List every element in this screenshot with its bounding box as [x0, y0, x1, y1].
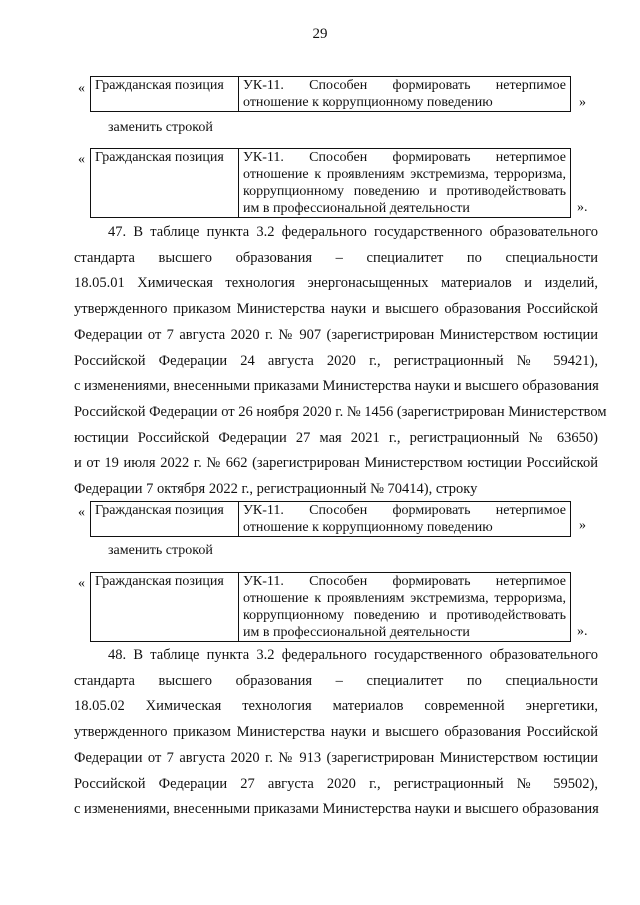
replace-instruction: заменить строкой [108, 120, 213, 135]
quote-close: ». [577, 624, 588, 639]
new-row-table [90, 572, 571, 642]
quote-close: » [579, 518, 586, 533]
replace-instruction: заменить строкой [108, 543, 213, 558]
page-number: 29 [312, 26, 328, 42]
competency-description: УК-11. Способен формировать нетерпимое отношение к проявлениям экстремизма, терроризма, коррупционному поведению и противодействовать им в профессиональной деятельности [239, 149, 571, 218]
quote-open: « [78, 152, 85, 167]
old-row-table [90, 501, 571, 537]
competency-category: Гражданская позиция [91, 502, 239, 537]
competency-description: УК-11. Способен формировать нетерпимое отношение к коррупционному поведению [239, 502, 571, 537]
quote-open: « [78, 576, 85, 591]
new-row-table [90, 148, 571, 218]
old-row-table [90, 76, 571, 112]
competency-description: УК-11. Способен формировать нетерпимое отношение к коррупционному поведению [239, 77, 571, 112]
paragraph-47: 47. В таблице пункта 3.2 федерального государственного образовательного стандарта высшего образования – специалитет по специальности 18.05.01 Химическая технология энергонасыщенных материалов и изделий, утвержденного приказом Министерства науки и высшего образования Российской Федерации от 7 августа 2020 г. № 907 (зарегистрирован Министерством юстиции Российской Федерации 24 августа 2020 г., регистрационный № 59421), с изменениями, внесенными приказами Министерства науки и высшего образования Российской Федерации от 26 ноября 2020 г. № 1456 (зарегистрирован Министерством юстиции Российской Федерации 27 мая 2021 г., регистрационный № 63650) и от 19 июля 2022 г. № 662 (зарегистрирован Министерством юстиции Российской Федерации 7 октября 2022 г., регистрационный № 70414), строку [74, 224, 607, 498]
competency-category: Гражданская позиция [91, 573, 239, 642]
competency-category: Гражданская позиция [91, 77, 239, 112]
quote-close: ». [577, 200, 588, 215]
competency-description: УК-11. Способен формировать нетерпимое отношение к проявлениям экстремизма, терроризма, коррупционному поведению и противодействовать им в профессиональной деятельности [239, 573, 571, 642]
quote-open: « [78, 81, 85, 96]
competency-category: Гражданская позиция [91, 149, 239, 218]
paragraph-48: 48. В таблице пункта 3.2 федерального государственного образовательного стандарта высшего образования – специалитет по специальности 18.05.02 Химическая технология материалов современной энергетики, утвержденного приказом Министерства науки и высшего образования Российской Федерации от 7 августа 2020 г. № 913 (зарегистрирован Министерством юстиции Российской Федерации 27 августа 2020 г., регистрационный № 59502), с изменениями, внесенными приказами Министерства науки и высшего образования [74, 647, 599, 818]
quote-open: « [78, 505, 85, 520]
quote-close: » [579, 95, 586, 110]
